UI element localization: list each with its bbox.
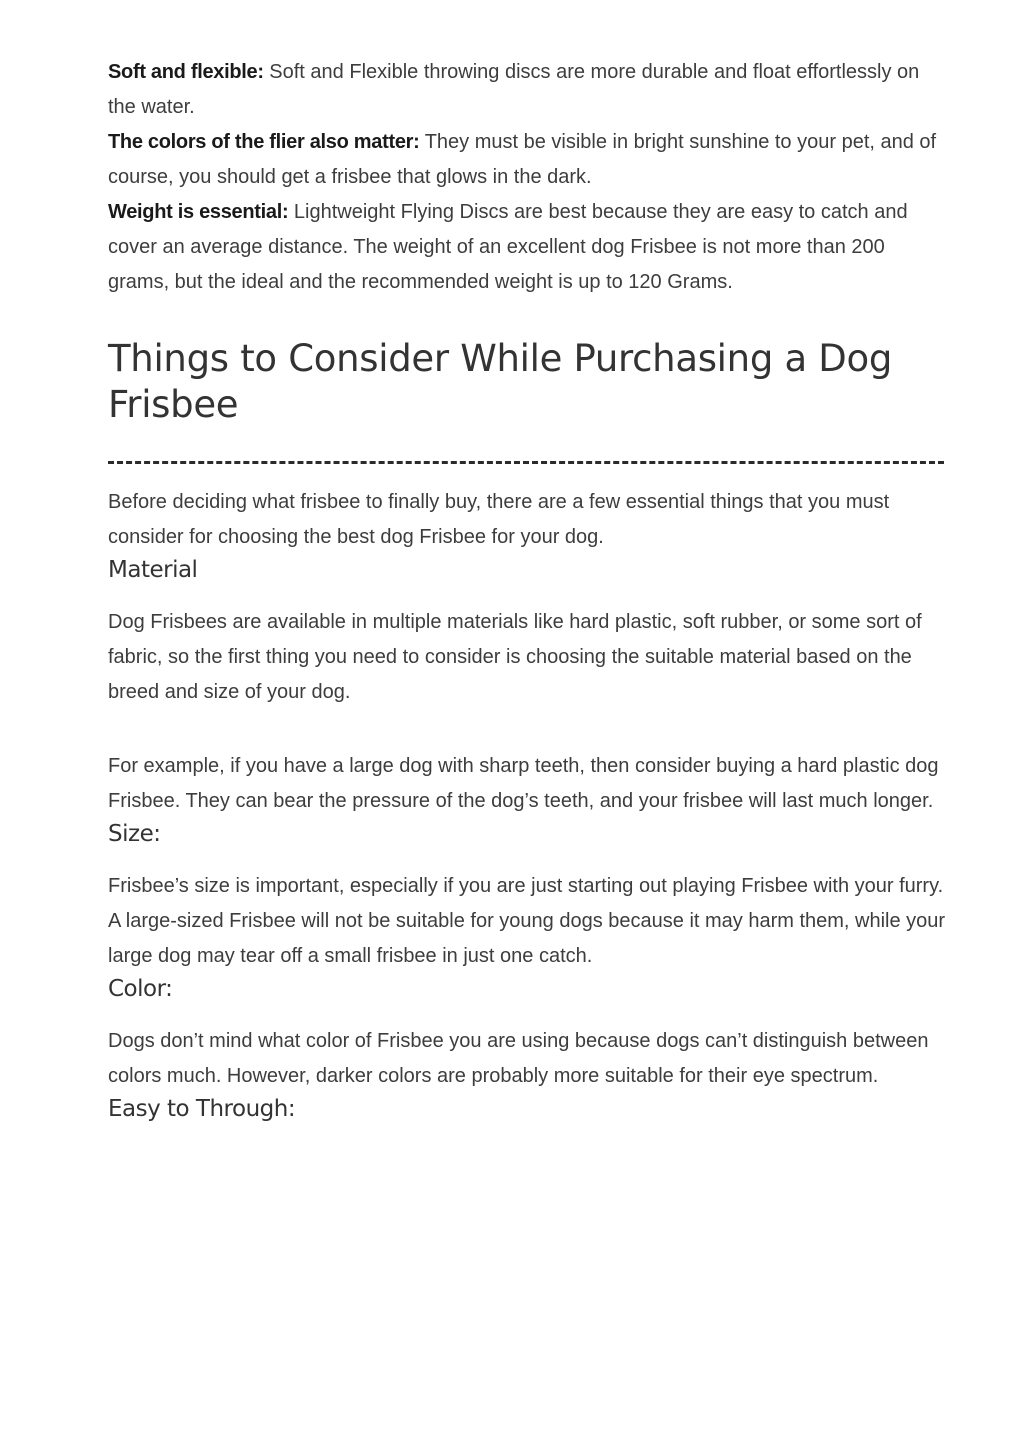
size-paragraph: Frisbee’s size is important, especially if you are just starting out playing Frisbee with your furry. A large-sized Frisbee will not be suitable for young dogs because it may harm them, while your large dog may tear off a small frisbee in just one catch. <box>108 875 946 967</box>
color-heading: Color: <box>108 976 173 1002</box>
material-heading: Material <box>108 557 198 583</box>
feature-text: Soft and Flexible throwing discs are more durable and float effortlessly on the water. <box>108 61 920 118</box>
color-paragraph: Dogs don’t mind what color of Frisbee you are using because dogs can’t distinguish between colors much. However, darker colors are probably more suitable for their eye spectrum. <box>108 1030 929 1087</box>
dashed-divider <box>108 461 944 464</box>
size-heading: Size: <box>108 821 161 847</box>
feature-text: They must be visible in bright sunshine to your pet, and of course, you should get a frisbee that glows in the dark. <box>108 131 937 188</box>
feature-item <box>108 125 946 195</box>
material-paragraph: Dog Frisbees are available in multiple materials like hard plastic, soft rubber, or some sort of fabric, so the first thing you need to consider is choosing the suitable material based on the breed and size of your dog. <box>108 611 922 703</box>
easy-to-throw-heading: Easy to Through: <box>108 1096 296 1122</box>
feature-item <box>108 195 946 300</box>
feature-label: Weight is essential: <box>108 201 289 223</box>
article-content <box>108 55 946 1124</box>
feature-label: Soft and flexible: <box>108 61 264 83</box>
material-example-paragraph: For example, if you have a large dog with sharp teeth, then consider buying a hard plastic dog Frisbee. They can bear the pressure of the dog’s teeth, and your frisbee will last much longer. <box>108 755 939 812</box>
section-heading: Things to Consider While Purchasing a Dog Frisbee <box>108 337 893 426</box>
feature-label: The colors of the flier also matter: <box>108 131 420 153</box>
section-intro: Before deciding what frisbee to finally buy, there are a few essential things that you must consider for choosing the best dog Frisbee for your dog. <box>108 491 890 548</box>
feature-item <box>108 55 946 125</box>
feature-list <box>108 55 946 300</box>
feature-text: Lightweight Flying Discs are best because they are easy to catch and cover an average distance. The weight of an excellent dog Frisbee is not more than 200 grams, but the ideal and the recommended weight is up to 120 Grams. <box>108 201 908 293</box>
